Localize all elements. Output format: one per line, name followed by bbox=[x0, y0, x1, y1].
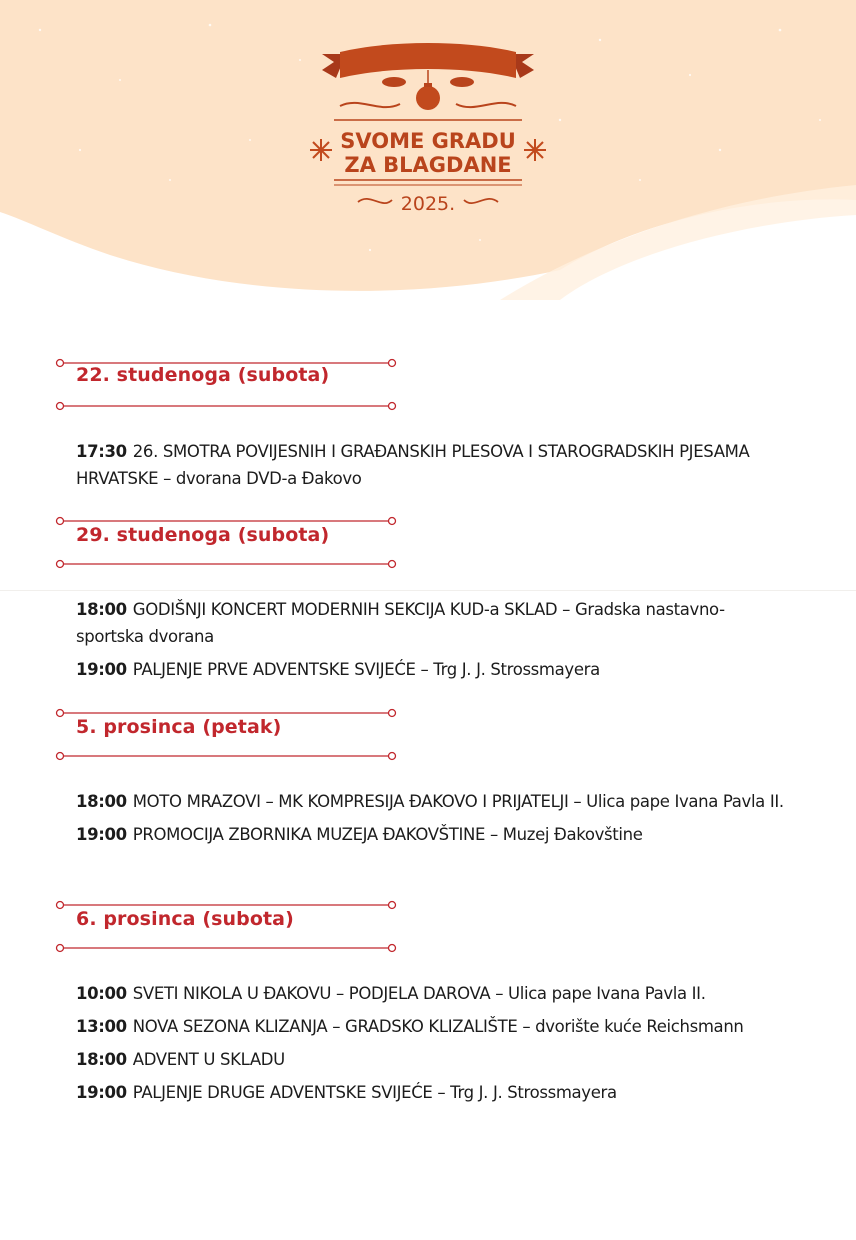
logo-year: 2025. bbox=[400, 193, 456, 215]
event-text: PALJENJE DRUGE ADVENTSKE SVIJEĆE – Trg J. J. Strossmayera bbox=[132, 1083, 617, 1102]
event-text: PALJENJE PRVE ADVENTSKE SVIJEĆE – Trg J. J. Strossmayera bbox=[132, 660, 600, 679]
event-list bbox=[54, 596, 786, 683]
day-section bbox=[54, 708, 800, 854]
event-time: 17:30 bbox=[76, 442, 127, 461]
event-item bbox=[76, 1046, 786, 1073]
date-header bbox=[54, 900, 398, 950]
event-list bbox=[54, 980, 786, 1106]
event-item bbox=[76, 788, 786, 815]
event-time: 13:00 bbox=[76, 1017, 127, 1036]
event-item bbox=[76, 980, 786, 1007]
day-section bbox=[54, 356, 800, 498]
logo-line1: SVOME GRADU bbox=[340, 129, 516, 153]
date-header bbox=[54, 516, 398, 566]
day-section bbox=[54, 900, 800, 1112]
snowflake-icon bbox=[524, 139, 546, 161]
event-item bbox=[76, 1079, 786, 1106]
logo-line2: ZA BLAGDANE bbox=[344, 153, 512, 177]
event-time: 18:00 bbox=[76, 1050, 127, 1069]
event-item bbox=[76, 821, 786, 848]
event-item bbox=[76, 596, 786, 650]
event-text: ADVENT U SKLADU bbox=[132, 1050, 285, 1069]
event-item bbox=[76, 656, 786, 683]
date-title: 29. studenoga (subota) bbox=[76, 524, 330, 546]
event-time: 18:00 bbox=[76, 792, 127, 811]
event-time: 19:00 bbox=[76, 825, 127, 844]
date-header bbox=[54, 708, 398, 758]
event-list bbox=[54, 788, 786, 848]
date-title: 22. studenoga (subota) bbox=[76, 364, 330, 386]
event-text: 26. SMOTRA POVIJESNIH I GRAĐANSKIH PLESOVA I STAROGRADSKIH PJESAMA HRVATSKE – dvorana DVD-a Đakovo bbox=[76, 442, 750, 488]
event-logo bbox=[300, 40, 556, 220]
event-time: 18:00 bbox=[76, 600, 127, 619]
event-item bbox=[76, 1013, 786, 1040]
date-header bbox=[54, 356, 398, 406]
event-text: PROMOCIJA ZBORNIKA MUZEJA ĐAKOVŠTINE – Muzej Đakovštine bbox=[132, 825, 643, 844]
event-text: SVETI NIKOLA U ĐAKOVU – PODJELA DAROVA – Ulica pape Ivana Pavla II. bbox=[132, 984, 706, 1003]
event-text: GODIŠNJI KONCERT MODERNIH SEKCIJA KUD-a SKLAD – Gradska nastavno-sportska dvorana bbox=[76, 600, 725, 646]
event-item bbox=[76, 438, 786, 492]
snowflake-icon bbox=[310, 139, 332, 161]
date-title: 6. prosinca (subota) bbox=[76, 908, 294, 930]
event-text: NOVA SEZONA KLIZANJA – GRADSKO KLIZALIŠTE – dvorište kuće Reichsmann bbox=[132, 1017, 744, 1036]
event-time: 19:00 bbox=[76, 1083, 127, 1102]
event-list bbox=[54, 438, 786, 492]
event-text: MOTO MRAZOVI – MK KOMPRESIJA ĐAKOVO I PRIJATELJI – Ulica pape Ivana Pavla II. bbox=[132, 792, 784, 811]
event-time: 10:00 bbox=[76, 984, 127, 1003]
ornament-ball-icon bbox=[416, 70, 440, 110]
event-time: 19:00 bbox=[76, 660, 127, 679]
day-section bbox=[54, 516, 800, 689]
date-title: 5. prosinca (petak) bbox=[76, 716, 282, 738]
